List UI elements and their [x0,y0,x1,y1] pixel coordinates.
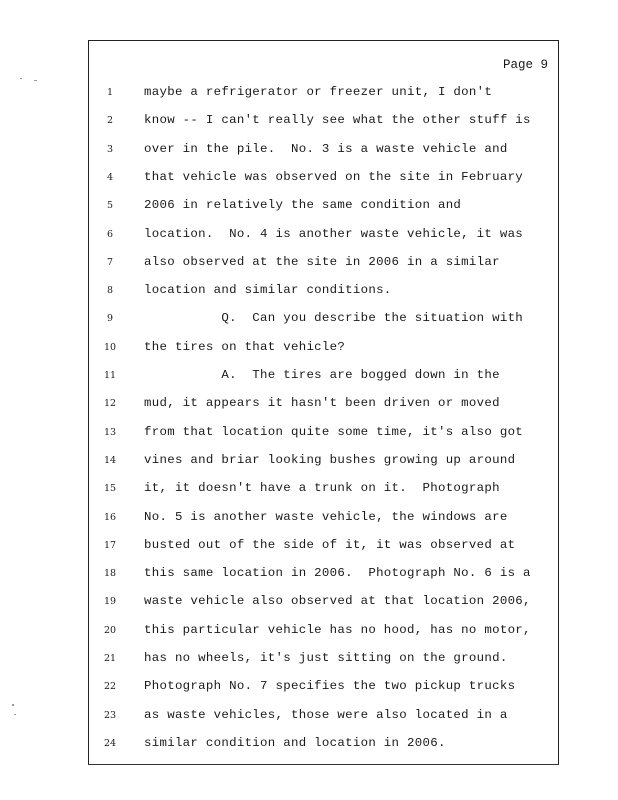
transcript-line [89,708,558,728]
transcript-line [89,510,558,530]
line-number: 3 [106,143,114,155]
line-number: 12 [103,398,117,410]
line-number: 23 [103,709,117,721]
transcript-line [89,425,558,445]
line-number: 15 [103,483,117,495]
line-text: No. 5 is another waste vehicle, the windows are [144,509,508,524]
transcript-line [89,594,558,614]
line-number: 18 [103,568,117,580]
transcript-line [89,85,558,105]
line-text: from that location quite some time, it's also got [144,424,524,439]
line-number: 14 [103,454,117,466]
transcript-line [89,623,558,643]
line-text: vines and briar looking bushes growing up around [144,452,516,467]
transcript-line [89,283,558,303]
line-number: 1 [106,87,114,98]
line-number: 19 [103,596,117,608]
line-text: maybe a refrigerator or freezer unit, I don't [144,85,493,99]
transcript-line [89,113,558,133]
line-text: know -- I can't really see what the other stuff is [144,113,531,128]
line-number: 20 [103,624,117,636]
transcript-line [89,142,558,162]
line-number: 4 [106,171,114,183]
transcript-line [89,396,558,416]
line-text: this same location in 2006. Photograph No. 6 is a [144,566,531,581]
line-text: location and similar conditions. [144,283,392,298]
transcript-line [89,255,558,275]
line-text: has no wheels, it's just sitting on the ground. [144,651,508,665]
line-text: waste vehicle also observed at that location 2006, [144,594,531,609]
page-number: Page 9 [502,58,548,72]
line-text: 2006 in relatively the same condition and [144,198,462,213]
transcript-line [89,679,558,699]
line-text: mud, it appears it hasn't been driven or moved [144,396,500,411]
transcript-line [89,481,558,501]
line-text: over in the pile. No. 3 is a waste vehicle and [144,141,508,156]
line-number: 24 [103,737,117,749]
scan-artifact [12,704,14,706]
line-text: location. No. 4 is another waste vehicle, it was [144,226,524,241]
line-number: 9 [106,313,114,325]
line-text: A. The tires are bogged down in the [144,368,500,382]
line-number: 17 [103,539,117,551]
line-number: 16 [103,511,117,523]
transcript-line [89,566,558,586]
line-number: 5 [106,200,114,212]
scan-artifact [20,78,22,79]
transcript-line [89,311,558,331]
line-number: 11 [103,370,117,381]
transcript-line [89,453,558,473]
transcript-line [89,538,558,558]
transcript-line [89,198,558,218]
line-text: this particular vehicle has no hood, has no motor, [144,622,531,637]
line-number: 21 [103,653,117,664]
line-text: that vehicle was observed on the site in February [144,169,524,184]
line-text: Photograph No. 7 specifies the two pickup trucks [144,679,516,694]
transcript-line [89,368,558,388]
transcript-line [89,170,558,190]
line-number: 13 [103,426,117,438]
line-text: as waste vehicles, those were also located in a [144,707,508,722]
line-number: 8 [106,285,114,297]
line-text: Q. Can you describe the situation with [144,311,524,326]
line-text: the tires on that vehicle? [144,339,346,354]
transcript-line [89,651,558,671]
line-number: 7 [106,256,114,268]
line-text: busted out of the side of it, it was observed at [144,537,516,552]
line-text: also observed at the site in 2006 in a similar [144,254,500,269]
transcript-page [88,40,559,765]
transcript-line [89,736,558,756]
transcript-line [89,227,558,247]
page-bottom-rule [88,764,559,765]
line-number: 2 [106,115,114,127]
line-number: 10 [103,341,117,353]
scan-artifact [34,80,37,81]
line-number: 6 [106,228,114,240]
scan-artifact [14,714,16,715]
transcript-line [89,340,558,360]
line-number: 22 [103,681,117,693]
line-text: similar condition and location in 2006. [144,735,446,750]
line-text: it, it doesn't have a trunk on it. Photograph [144,481,500,496]
